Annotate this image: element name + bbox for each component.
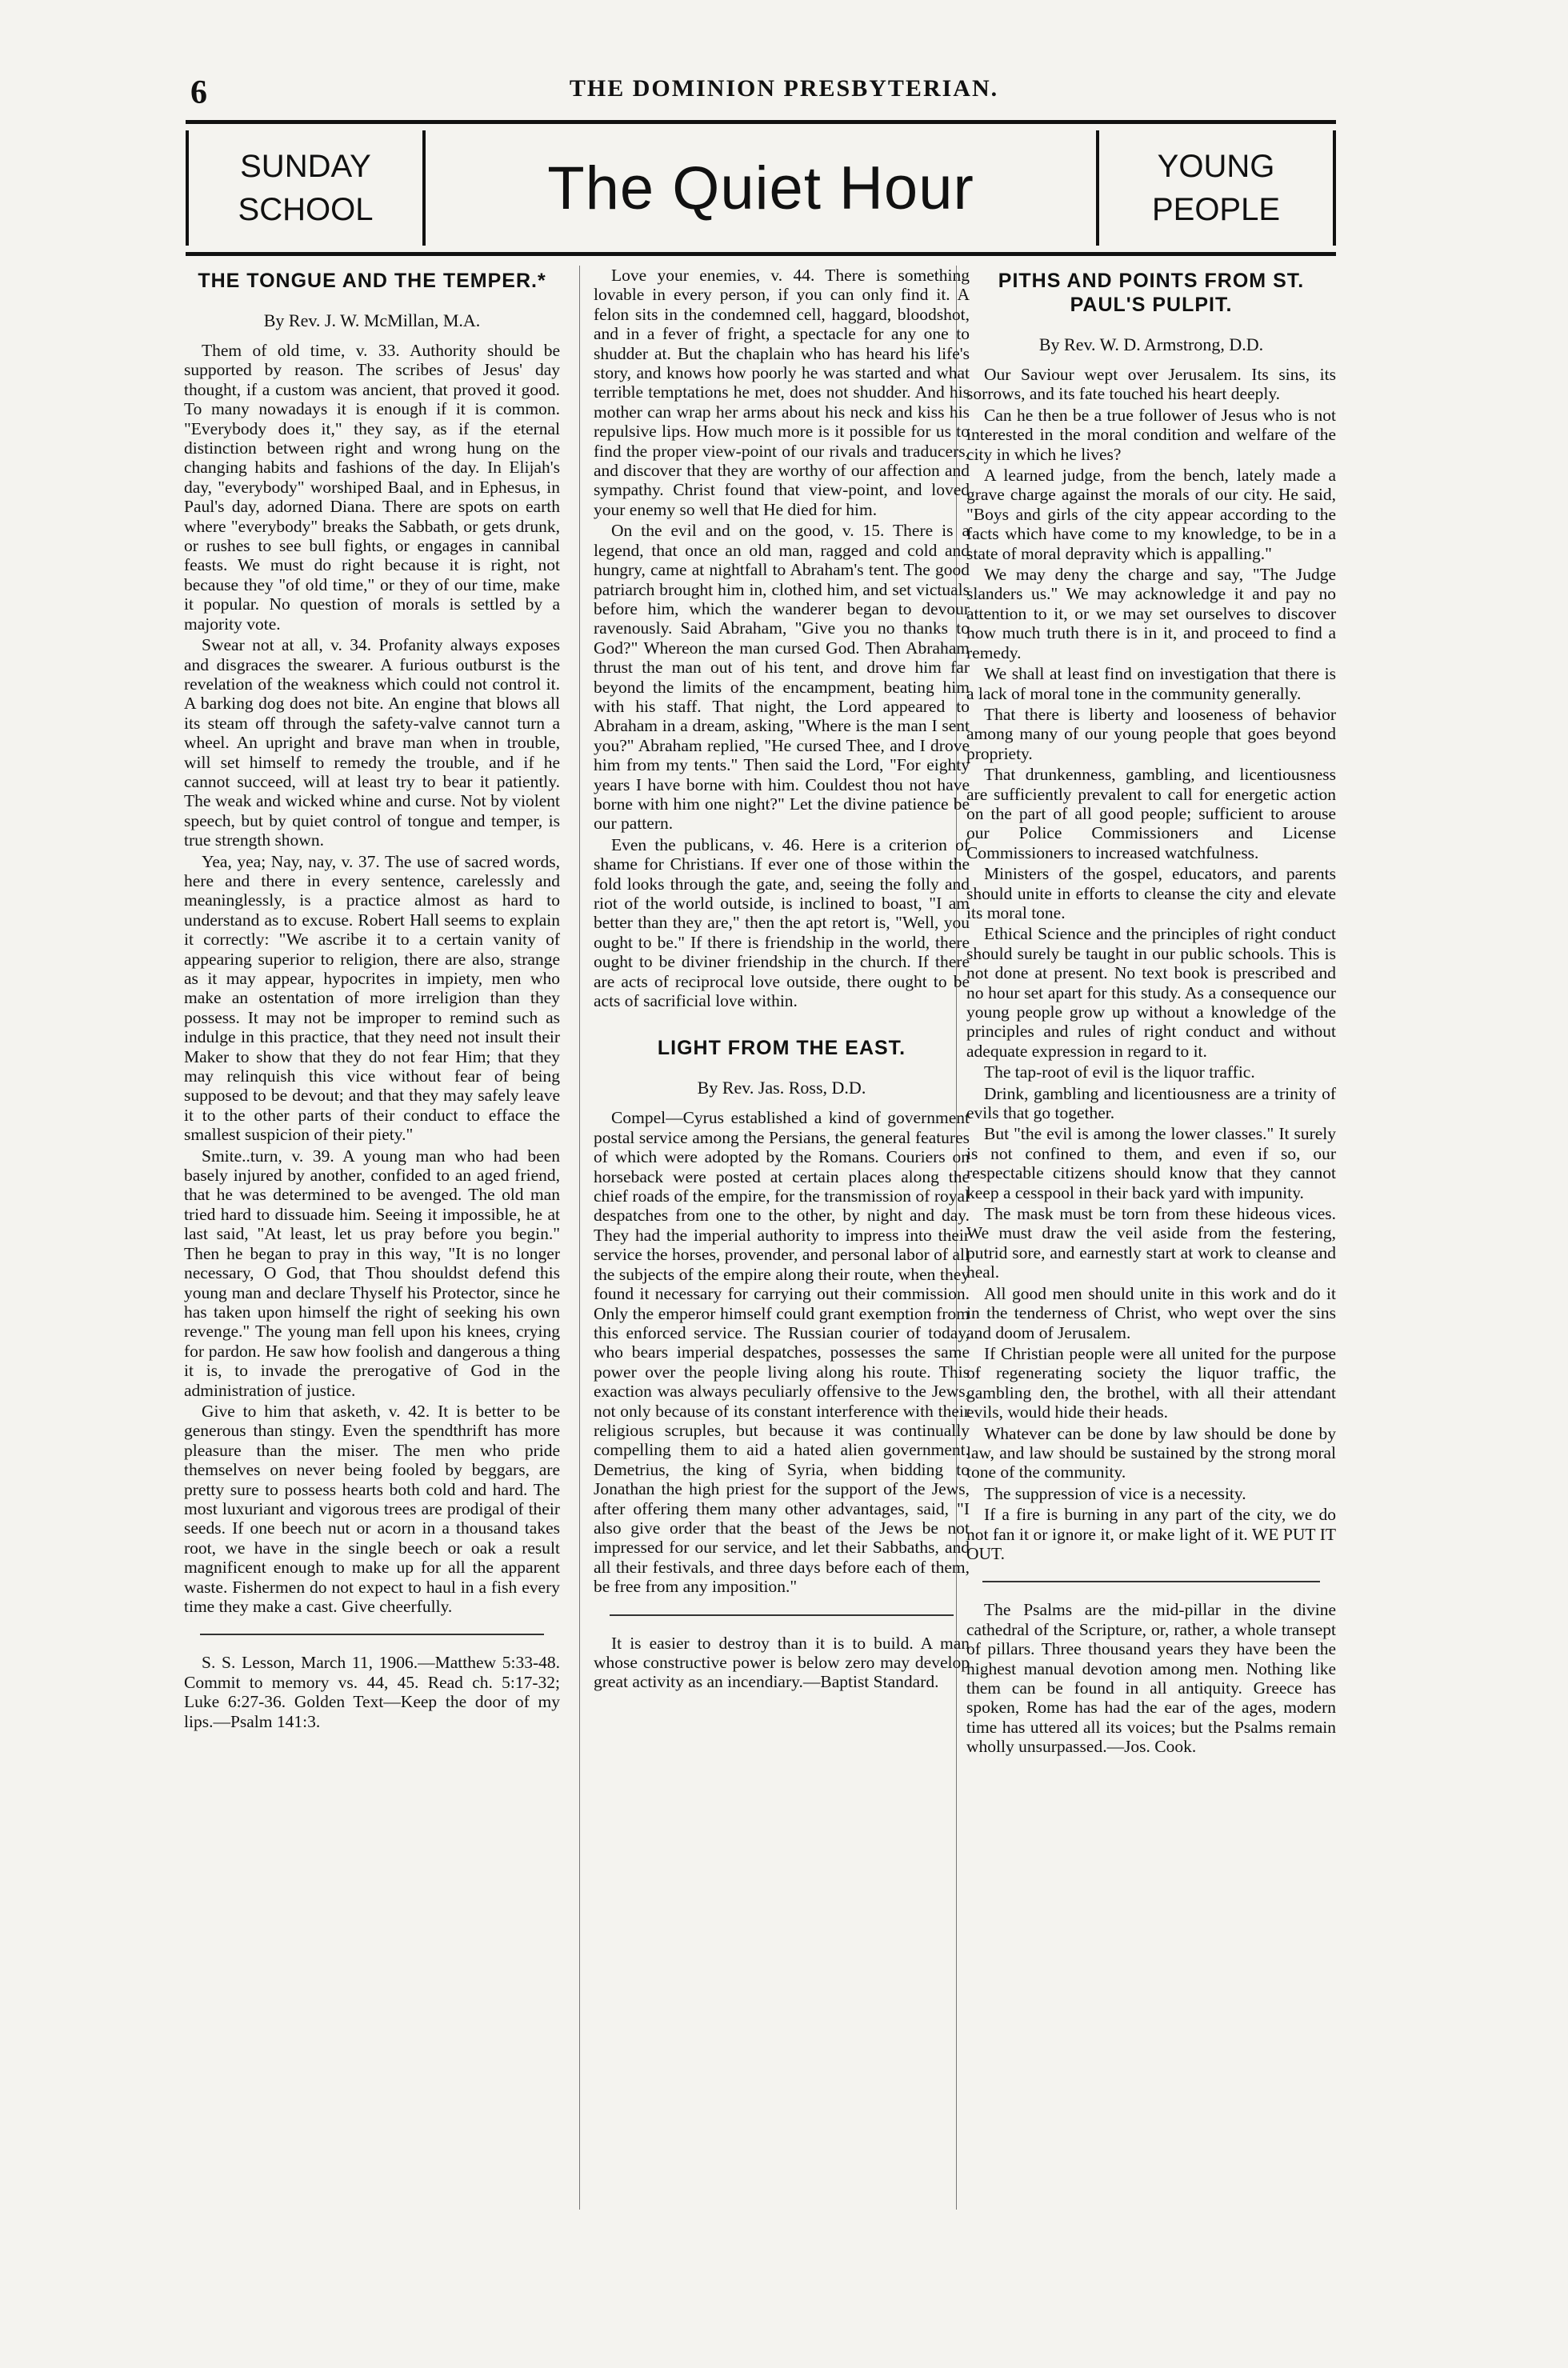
article-body — [966, 365, 1336, 1563]
article-paragraph: The tap-root of evil is the liquor traffic. — [984, 1062, 1255, 1082]
article-paragraph: Drink, gambling and licentiousness are a trinity of evils that go together. — [966, 1083, 1336, 1123]
article-byline: By Rev. J. W. McMillan, M.A. — [263, 310, 481, 330]
article-paragraph: All good men should unite in this work and do it in the tenderness of Christ, who wept over the sins and doom of Jerusalem. — [966, 1283, 1336, 1342]
left-box-line-2: SCHOOL — [238, 192, 374, 227]
section-title: The Quiet Hour — [547, 154, 974, 222]
article-paragraph: Smite..turn, v. 39. A young man who had been basely injured by another, confided to an aged friend, that he was determined to be avenged. The old man tried hard to dissuade him. Seeing it impossible, he at last said, "At least, let us pray before you begin." Then he began to pray in this way, "It is no longer necessary, O God, that Thou shouldst defend this young man and declare Thyself his Protector, since he has taken upon himself the right of seeking his own revenge." The young man fell upon his knees, crying for pardon. He saw how foolish and dangerous a thing it is, to invade the prerogative of God in the administration of justice. — [184, 1146, 560, 1400]
column-3 — [966, 266, 1336, 1757]
column-2 — [594, 266, 970, 1692]
column-1 — [184, 266, 560, 1731]
lesson-footnote: S. S. Lesson, March 11, 1906.—Matthew 5:33-48. Commit to memory vs. 44, 45. Read ch. 5:17-32; Luke 6:27-36. Golden Text—Keep the door of my lips.—Psalm 141:3. — [184, 1653, 560, 1731]
article-paragraph: Yea, yea; Nay, nay, v. 37. The use of sacred words, here and there in every sentence, carelessly and meaninglessly, is a practice almost as hard to understand as to excuse. Robert Hall seems to explain it correctly: "We ascribe it to a certain vanity of appearing superior to religion, there are also, strange as it may appear, hypocrites in impiety, men who make an ostentation of more irreligion than they possess. It may not be improper to remind such as indulge in this practice, that they need not insult their Maker to show that they do not fear Him; that they may relinquish this vice without fear of being supposed to be devout; and that they may safely leave it to the other parts of their conduct to efface the smallest suspicion of their piety." — [184, 851, 560, 1145]
article-paragraph: Swear not at all, v. 34. Profanity always exposes and disgraces the swearer. A furious outburst is the revelation of the weakness which could not control it. A barking dog does not bite. An engine that blows all its steam off through the safety-valve cannot turn a wheel. An upright and brave man when in trouble, will set himself to remedy the trouble, and if he cannot succeed, will at least try to bear it patiently. The weak and wicked whine and curse. Not by violent speech, but by quiet control of tongue and temper, is true strength shown. — [184, 635, 560, 850]
article-paragraph: Love your enemies, v. 44. There is something lovable in every person, if you can only find it. A felon sits in the condemned cell, haggard, bloodshot, and in a fever of fright, a spectacle for any one to shudder at. But the chaplain who has heard his life's story, and knows how poorly he was started and what terrible temptations he met, does not shudder. And his mother can wrap her arms about his neck and kiss his repulsive lips. How much more is it possible for us to find the proper view-point of our rivals and traducers, and discover that they are worthy of our affection and sympathy. Christ found that view-point, and loved your enemy so well that He died for him. — [594, 266, 970, 519]
right-box-line-1: YOUNG — [1157, 149, 1275, 184]
masthead: THE DOMINION PRESBYTERIAN. — [569, 75, 999, 102]
article-paragraph: That there is liberty and looseness of behavior among many of our young people that goes beyond propriety. — [966, 704, 1336, 763]
article-paragraph: Compel—Cyrus established a kind of government postal service among the Persians, the general features of which were adopted by the Romans. Couriers on horseback were posted at certain places along the chief roads of the empire, for the transmission of royal despatches from one to the other, by night and day. They had the imperial authority to impress into their service the horses, provender, and personal labor of all the subjects of the empire along their route, when they found it necessary for carrying out their commission. Only the emperor himself could grant exemption from this enforced service. The Russian courier of today, who bears imperial despatches, possesses the same power over the people living along his route. This exaction was always peculiarly offensive to the Jews, not only because of its constant interference with their religious scruples, but because it was continually compelling them to aid a hated alien government. Demetrius, the king of Syria, when bidding to Jonathan the high priest for the support of the Jews, after offering them many other advantages, said, "I also give order that the beast of the Jews be not impressed for our service, and let their Sabbaths, and all their festivals, and three days before each of them, be free from any imposition." — [594, 1108, 970, 1597]
article-paragraph: Them of old time, v. 33. Authority should be supported by reason. The scribes of Jesus' day thought, if a custom was ancient, that proved it good. To many nowadays it is enough if it is common. "Everybody does it," they say, as if the eternal distinction between right and wrong hung on the changing habits and fashions of the day. In Elijah's day, "everybody" worshiped Baal, and in Ephesus, in Paul's day, adorned Diana. There are spots on earth where "everybody" breaks the Sabbath, or gets drunk, or rushes to see bull fights, or engages in cannibal feasts. We must do right because it is right, not because they "of old time," or they of our time, make it popular. No question of morals is settled by a majority vote. — [184, 341, 560, 634]
section-banner — [186, 120, 1336, 256]
divider-rule — [982, 1581, 1320, 1582]
column-divider — [579, 266, 580, 2210]
article-paragraph: That drunkenness, gambling, and licentiousness are sufficiently prevalent to call for energetic action on the part of all good people; sufficient to arouse our Police Commissioners and License Commissioners to increased watchfulness. — [966, 765, 1336, 862]
article-title: PITHS AND POINTS FROM ST. PAUL'S PULPIT. — [998, 270, 1305, 316]
divider-rule — [200, 1634, 544, 1635]
article-paragraph: Ethical Science and the principles of right conduct should surely be taught in our public schools. This is not done at present. No text book is prescribed and no hour set apart for this study. As a consequence our young people grow up without a knowledge of the principles and rules of right conduct and without adequate expression in regard to it. — [966, 924, 1336, 1061]
article-title: LIGHT FROM THE EAST. — [657, 1037, 906, 1060]
article-paragraph: The mask must be torn from these hideous vices. We must draw the veil aside from the festering, putrid sore, and earnestly start at work to cleanse and heal. — [966, 1204, 1336, 1282]
article-paragraph: We may deny the charge and say, "The Judge slanders us." We may acknowledge it and pay no attention to it, or we may set ourselves to discover how much truth there is in it, and proceed to find a remedy. — [966, 565, 1336, 662]
article-paragraph: Our Saviour wept over Jerusalem. Its sins, its sorrows, and its fate touched his heart deeply. — [966, 365, 1336, 404]
article-paragraph: A learned judge, from the bench, lately made a grave charge against the morals of our city. He said, "Boys and girls of the city appear according to the facts which have come to my knowledge, to be in a state of moral depravity which is appalling." — [966, 466, 1336, 563]
article-paragraph: Ministers of the gospel, educators, and parents should unite in efforts to cleanse the city and elevate its moral tone. — [966, 864, 1336, 922]
article-byline: By Rev. W. D. Armstrong, D.D. — [1038, 334, 1264, 354]
quote-paragraph: It is easier to destroy than it is to build. A man whose constructive power is below zero may develop great activity as an incendiary.—Baptist Standard. — [594, 1633, 970, 1692]
article-paragraph: We shall at least find on investigation that there is a lack of moral tone in the community generally. — [966, 664, 1336, 703]
article-paragraph: Even the publicans, v. 46. Here is a criterion of shame for Christians. If ever one of those within the fold looks through the gate, and, seeing the folly and riot of the world outside, is inclined to boast, "I am better than they are," then the apt retort is, "Well, you ought to be." If there is friendship in the world, there ought to be diviner friendship in the church. If there are acts of reciprocal love outside, there ought to be acts of sacrificial love within. — [594, 834, 970, 1011]
divider-rule — [610, 1614, 954, 1616]
article-title: THE TONGUE AND THE TEMPER.* — [198, 270, 546, 292]
article-paragraph: If Christian people were all united for the purpose of regenerating society the liquor traffic, the gambling den, the brothel, with all their attendant evils, would hide their heads. — [966, 1343, 1336, 1422]
article-paragraph: Give to him that asketh, v. 42. It is better to be generous than stingy. Even the spendthrift has more pleasure than the miser. The men who pride themselves on never being fooled by beggars, are pretty sure to possess hearts both cold and hard. The most luxuriant and vigorous trees are prodigal of their seeds. If one beech nut or acorn in a thousand takes root, we have in the single beech or oak a result magnificent enough to make up for all the apparent waste. Fishermen do not expect to haul in a fish every time they make a cast. Give cheerfully. — [184, 1401, 560, 1616]
left-box-line-1: SUNDAY — [240, 149, 371, 184]
article-paragraph: On the evil and on the good, v. 15. There is a legend, that once an old man, ragged and cold and hungry, came at nightfall to Abraham's tent. The good patriarch brought him in, clothed him, and set victuals before him, which the wanderer began to devour ravenously. Said Abraham, "Give you no thanks to God?" Whereon the man cursed God. Then Abraham thrust the man out of his tent, and drove him far beyond the limits of the encampment, beating him with his staff. That night, the Lord appeared to Abraham in a dream, asking, "Where is the man I sent you?" Abraham replied, "He cursed Thee, and I drove him from my tents." Then said the Lord, "For eighty years I have borne with him. Couldest thou not have borne with him one night?" Let the divine patience be our pattern. — [594, 521, 970, 834]
page-number: 6 — [190, 74, 207, 111]
article-paragraph: Whatever can be done by law should be done by law, and law should be sustained by the strong moral tone of the community. — [966, 1423, 1336, 1482]
young-people-box — [1096, 130, 1336, 246]
article-paragraph: But "the evil is among the lower classes." It surely is not confined to them, and even if so, our respectable citizens should know that they cannot keep a cesspool in their back yard with impunity. — [966, 1124, 1336, 1202]
article-paragraph: If a fire is burning in any part of the city, we do not fan it or ignore it, or make light of it. WE PUT IT OUT. — [966, 1505, 1336, 1563]
article-byline: By Rev. Jas. Ross, D.D. — [697, 1078, 866, 1098]
right-box-line-2: PEOPLE — [1151, 192, 1281, 227]
article-paragraph: Can he then be a true follower of Jesus who is not interested in the moral condition and welfare of the city in which he lives? — [966, 405, 1336, 464]
psalms-paragraph: The Psalms are the mid-pillar in the divine cathedral of the Scripture, or, rather, a whole transept of pillars. Three thousand years they have been the highest manual devotion among men. Nothing like them can be found in all antiquity. Greece has spoken, Rome has had the ear of the ages, modern time has uttered all its voices; but the Psalms remain wholly unsurpassed.—Jos. Cook. — [966, 1600, 1336, 1757]
article-paragraph: The suppression of vice is a necessity. — [984, 1483, 1246, 1503]
sunday-school-box — [186, 130, 426, 246]
